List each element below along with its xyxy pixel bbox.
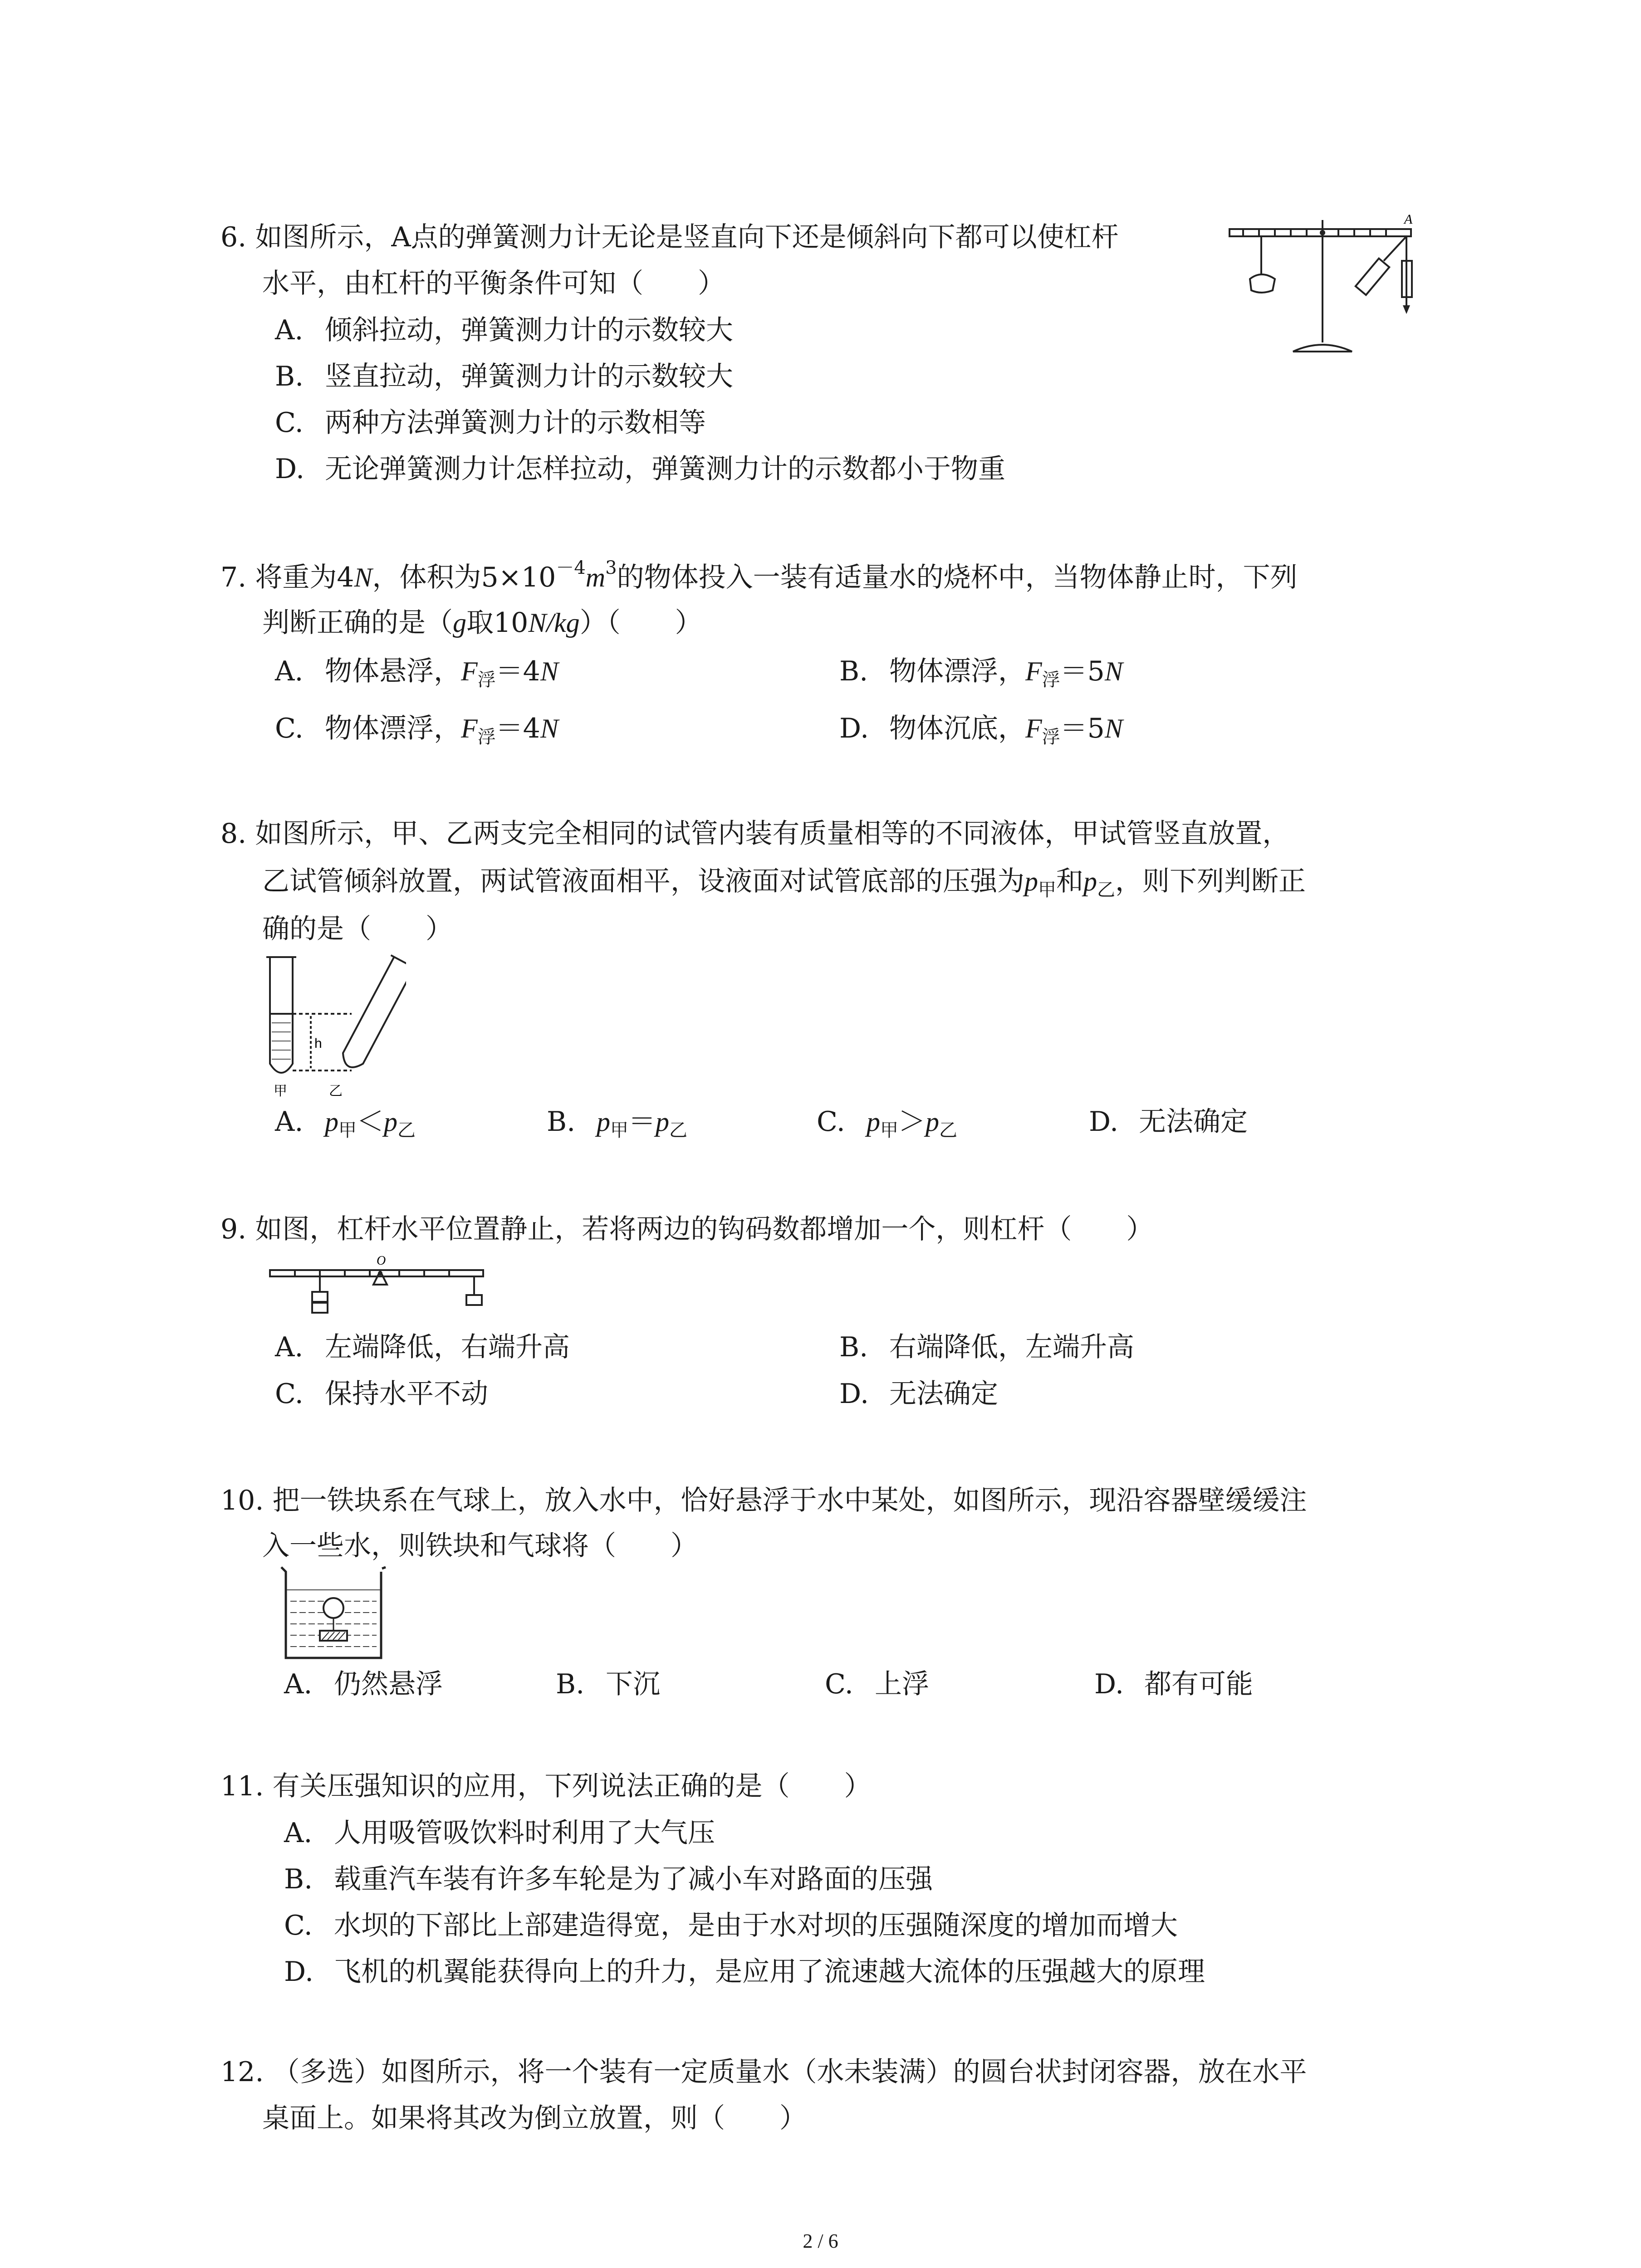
q11-option-a: A. 人用吸管吸饮料时利用了大气压 — [284, 1817, 715, 1849]
q7-option-a: A. 物体悬浮，$F_浮=4N$ — [275, 655, 558, 690]
q11-option-d: D. 飞机的机翼能获得向上的升力，是应用了流速越大流体的压强越大的原理 — [284, 1956, 1205, 1988]
q8-test-tubes-figure — [261, 950, 406, 1100]
q8-option-b: B. $p_甲=p_乙$ — [547, 1106, 687, 1141]
q10-option-c: C. 上浮 — [825, 1668, 929, 1700]
q10-option-a: A. 仍然悬浮 — [284, 1668, 443, 1700]
q9-option-c: C. 保持水平不动 — [275, 1378, 488, 1410]
q8-stem-line1: 8. 如图所示，甲、乙两支完全相同的试管内装有质量相等的不同液体，甲试管竖直放置， — [220, 818, 1290, 850]
q6-option-c: C. 两种方法弹簧测力计的示数相等 — [275, 407, 706, 439]
q10-stem-line2: 入一些水，则铁块和气球将（ ） — [262, 1530, 698, 1562]
q9-stem-line1: 9. 如图，杠杆水平位置静止，若将两边的钩码数都增加一个，则杠杆（ ） — [220, 1213, 1154, 1245]
q10-option-b: B. 下沉 — [556, 1668, 660, 1700]
q7-stem-line1: 7. 将重为4N，体积为$5\times 10^{-4}m^3$的物体投入一装有适量水的烧杯中，当物体静止时，下列 — [220, 557, 1298, 593]
q12-stem-line1: 12. （多选）如图所示，将一个装有一定质量水（水未装满）的圆台状封闭容器，放在水平 — [220, 2056, 1307, 2088]
q7-option-c: C. 物体漂浮，$F_浮=4N$ — [275, 713, 558, 748]
q9-option-d: D. 无法确定 — [839, 1378, 998, 1410]
q11-option-c: C. 水坝的下部比上部建造得宽，是由于水对坝的压强随深度的增加而增大 — [284, 1910, 1178, 1941]
q8-stem-line2: 乙试管倾斜放置，两试管液面相平，设液面对试管底部的压强为$p_甲$和$p_乙$，则下列判断正 — [262, 865, 1306, 900]
q8-option-a: A. $p_甲<p_乙$ — [275, 1106, 416, 1141]
q9-option-b: B. 右端降低，左端升高 — [839, 1331, 1134, 1363]
q10-beaker-figure — [277, 1565, 390, 1662]
q8-fig-label-h: h — [314, 1036, 322, 1051]
q9-lever-figure — [268, 1252, 504, 1320]
q8-fig-label-jia: 甲 — [274, 1083, 287, 1099]
q6-stem-line1: 6. 如图所示，A点的弹簧测力计无论是竖直向下还是倾斜向下都可以使杠杆 — [220, 221, 1119, 253]
q6-option-d: D. 无论弹簧测力计怎样拉动，弹簧测力计的示数都小于物重 — [275, 453, 1005, 485]
q10-option-d: D. 都有可能 — [1094, 1668, 1253, 1700]
q7-stem-line2: 判断正确的是（g取10N/kg）（ ） — [262, 607, 702, 639]
q9-fig-label-o: O — [377, 1254, 386, 1268]
q9-option-a: A. 左端降低，右端升高 — [275, 1331, 570, 1363]
q6-option-a: A. 倾斜拉动，弹簧测力计的示数较大 — [275, 314, 733, 346]
q8-fig-label-yi: 乙 — [329, 1083, 343, 1099]
q6-option-b: B. 竖直拉动，弹簧测力计的示数较大 — [275, 361, 733, 392]
q6-lever-figure — [1225, 206, 1416, 361]
q6-fig-label-a: A — [1404, 212, 1413, 227]
q12-stem-line2: 桌面上。如果将其改为倒立放置，则（ ） — [262, 2102, 807, 2134]
q8-stem-line3: 确的是（ ） — [262, 913, 453, 945]
q7-option-d: D. 物体沉底，$F_浮=5N$ — [839, 713, 1123, 748]
q11-option-b: B. 载重汽车装有许多车轮是为了减小车对路面的压强 — [284, 1863, 933, 1895]
q8-option-d: D. 无法确定 — [1089, 1106, 1248, 1138]
q10-stem-line1: 10. 把一铁块系在气球上，放入水中，恰好悬浮于水中某处，如图所示，现沿容器壁缓缓注 — [220, 1485, 1307, 1516]
q8-option-c: C. $p_甲>p_乙$ — [817, 1106, 957, 1141]
page-number: 2 / 6 — [803, 2230, 838, 2252]
q7-option-b: B. 物体漂浮，$F_浮=5N$ — [839, 655, 1123, 690]
q6-stem-line2: 水平，由杠杆的平衡条件可知（ ） — [262, 268, 725, 299]
q11-stem-line1: 11. 有关压强知识的应用，下列说法正确的是（ ） — [220, 1770, 872, 1802]
